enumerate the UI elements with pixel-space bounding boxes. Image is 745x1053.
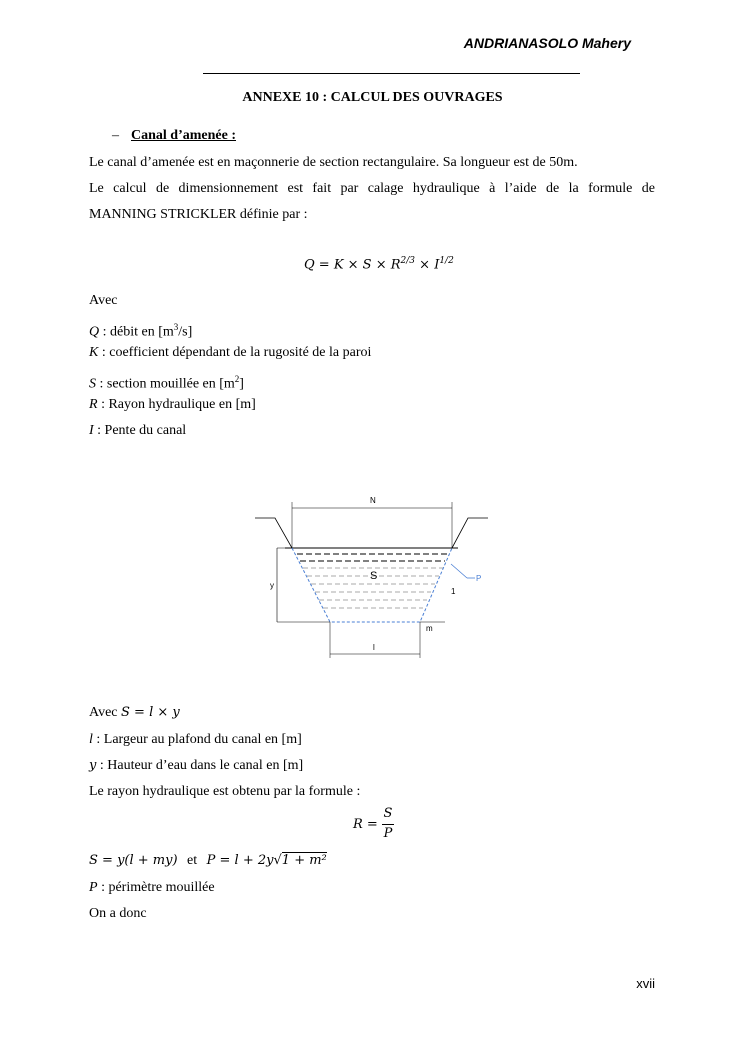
canal-section-diagram xyxy=(255,488,495,663)
label-m: m xyxy=(426,624,433,633)
def-s xyxy=(89,370,244,394)
section-heading xyxy=(112,128,236,144)
exponent-i: 1/2 xyxy=(439,256,454,266)
def-q-text: : débit en [m xyxy=(99,324,174,340)
header-rule xyxy=(203,73,580,74)
intro-line-3: MANNING STRICKLER définie par : xyxy=(89,207,308,222)
def-r-text: : Rayon hydraulique en [m] xyxy=(97,397,256,412)
formula-mid: × I xyxy=(415,257,440,273)
avec-s-text: Avec xyxy=(89,705,121,720)
def-s-text: : section mouillée en [m xyxy=(96,376,235,392)
def-k-sym: K xyxy=(89,345,99,360)
avec-s-line xyxy=(89,704,180,722)
section-dash: – xyxy=(112,128,119,143)
sqrt-radicand: 1 + m² xyxy=(281,853,327,868)
rayon-lhs: R = xyxy=(353,817,378,832)
left-bank-line xyxy=(255,518,292,548)
def-y xyxy=(89,757,303,775)
intro-line-1: Le canal d’amenée est en maçonnerie de section rectangulaire. Sa longueur est de 50m. xyxy=(89,155,578,170)
def-y-text: : Hauteur d’eau dans le canal en [m] xyxy=(96,758,304,773)
wetted-perimeter xyxy=(292,548,452,622)
rayon-line: Le rayon hydraulique est obtenu par la formule : xyxy=(89,784,361,799)
def-i-sym: I xyxy=(89,423,94,438)
def-q-tail: /s] xyxy=(178,324,193,340)
def-i-text: : Pente du canal xyxy=(93,423,187,438)
def-q-sym: Q xyxy=(89,324,100,340)
s-formula: S = y(l + my) xyxy=(89,853,178,868)
label-n: N xyxy=(370,496,376,505)
def-r-sym: R xyxy=(89,397,98,412)
def-q xyxy=(89,318,192,342)
formula-lhs: Q = K × S × R xyxy=(304,257,401,273)
rayon-numerator: S xyxy=(383,806,393,821)
def-p-text: : périmètre mouillée xyxy=(97,880,215,895)
label-slope-1: 1 xyxy=(451,587,456,596)
def-q-sup: 3 xyxy=(173,322,179,332)
intro-line-2: Le calcul de dimensionnement est fait par calage hydraulique à l’aide de la formule de xyxy=(89,181,655,196)
page-number: xvii xyxy=(636,976,655,991)
def-s-tail: ] xyxy=(239,376,244,392)
def-k-text: : coefficient dépendant de la rugosité de la paroi xyxy=(98,345,372,360)
avec-label: Avec xyxy=(89,293,118,308)
avec-s-formula: S = l × y xyxy=(121,705,180,720)
def-s-sup: 2 xyxy=(234,374,240,384)
exponent-r: 2/3 xyxy=(400,256,416,266)
label-s: S xyxy=(370,570,378,582)
rayon-denominator: P xyxy=(383,826,393,841)
label-p: P xyxy=(476,574,482,583)
manning-formula xyxy=(304,256,454,272)
p-pointer-line xyxy=(451,564,467,578)
fraction-bar xyxy=(382,824,394,825)
page-title: ANNEXE 10 : CALCUL DES OUVRAGES xyxy=(242,90,503,105)
def-y-sym: y xyxy=(89,758,97,773)
p-formula: P = l + 2y xyxy=(206,853,274,868)
def-p xyxy=(89,879,215,897)
def-k xyxy=(89,344,371,362)
label-l: l xyxy=(373,643,375,652)
header-author: ANDRIANASOLO Mahery xyxy=(463,35,631,51)
def-s-sym: S xyxy=(89,376,96,392)
def-r xyxy=(89,396,256,414)
et-word: et xyxy=(187,853,198,868)
section-label: Canal d’amenée : xyxy=(131,128,236,143)
on-a-donc: On a donc xyxy=(89,906,147,921)
def-l xyxy=(89,731,302,749)
s-p-formulas xyxy=(89,852,327,870)
def-p-sym: P xyxy=(89,880,98,895)
right-bank-line xyxy=(452,518,488,548)
label-y: y xyxy=(270,581,274,590)
def-l-text: : Largeur au plafond du canal en [m] xyxy=(92,732,302,747)
def-l-sym: l xyxy=(89,732,93,747)
def-i xyxy=(89,422,186,440)
sqrt-sign: √ xyxy=(273,853,282,868)
